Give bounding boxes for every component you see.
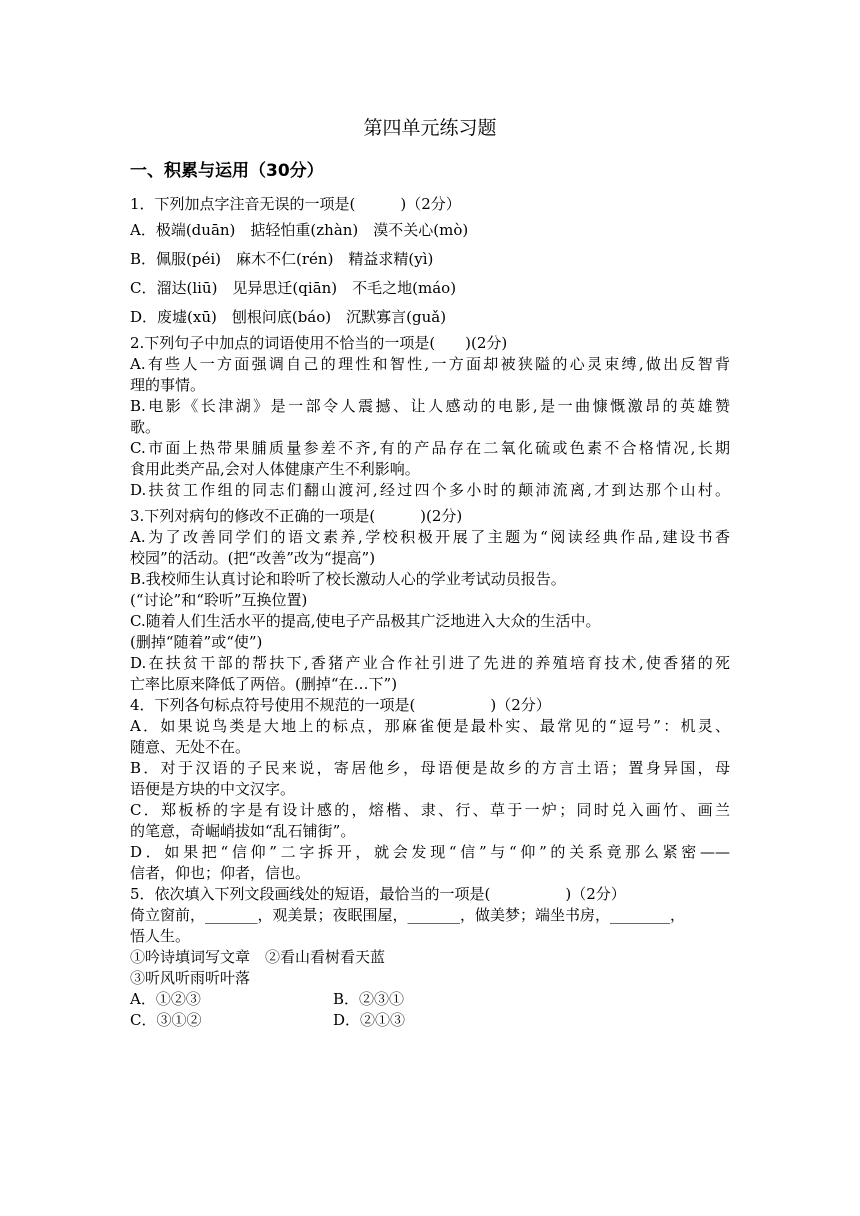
q5-options-row2 — [130, 1010, 730, 1031]
q3-option-a-line2: 校园”的活动。(把“改善”改为“提高”) — [130, 549, 376, 567]
q2-option-c-line1: C.市面上热带果脯质量参差不齐,有的产品存在二氧化硫或色素不合格情况,长期 — [130, 439, 730, 457]
q3-option-d-line1: D.在扶贫干部的帮扶下,香猪产业合作社引进了先进的养殖培育技术,使香猪的死 — [130, 654, 730, 672]
q5-options-row1 — [130, 989, 730, 1010]
q4-option-b-line1: B．对于汉语的子民来说，寄居他乡，母语便是故乡的方言土语；置身异国，母 — [130, 759, 730, 777]
q2-option-c-line2: 食用此类产品,会对人体健康产生不利影响。 — [130, 460, 420, 478]
q4-option-a-line1: A．如果说鸟类是大地上的标点，那麻雀便是最朴实、最常见的“逗号”：机灵、 — [130, 717, 730, 735]
q1-option-c: C．溜达(liū) 见异思迁(qiān) 不毛之地(máo) — [130, 279, 457, 297]
q2-option-b-line1: B.电影《长津湖》是一部令人震撼、让人感动的电影,是一曲慷慨激昂的英雄赞 — [130, 397, 730, 415]
page-title: 第四单元练习题 — [363, 117, 497, 139]
q3-stem: 3.下列对病句的修改不正确的一项是( )(2分) — [130, 507, 463, 525]
q5-option-a: A．①②③ — [130, 990, 201, 1008]
q4-option-d-line2: 信者，仰也；仰者，信也。 — [130, 864, 311, 882]
q3-option-a-line1: A.为了改善同学们的语文素养,学校积极开展了主题为“阅读经典作品,建设书香 — [130, 528, 730, 546]
q4-option-c-line1: C．郑板桥的字是有设计感的，熔楷、隶、行、草于一炉；同时兑入画竹、画兰 — [130, 801, 730, 819]
q5-option-d: D．②①③ — [333, 1011, 406, 1029]
q1-stem: 1．下列加点字注音无误的一项是( )（2分） — [130, 195, 461, 213]
q5-option-c: C．③①② — [130, 1011, 202, 1029]
q2-option-a-line1: A.有些人一方面强调自己的理性和智性,一方面却被狭隘的心灵束缚,做出反智背 — [130, 355, 730, 373]
q1-option-a: A．极端(duān) 掂轻怕重(zhàn) 漠不关心(mò) — [130, 221, 469, 239]
q3-option-c-line2: (删掉“随着”或“使”) — [130, 633, 263, 651]
q4-option-d-line1: D．如果把“信仰”二字拆开，就会发现“信”与“仰”的关系竟那么紧密—— — [130, 843, 730, 861]
q5-phrases-line2: ③听风听雨听叶落 — [130, 969, 251, 987]
q4-stem: 4．下列各句标点符号使用不规范的一项是( )（2分） — [130, 696, 551, 714]
q5-option-b: B．②③① — [333, 990, 405, 1008]
q5-stem: 5．依次填入下列文段画线处的短语，最恰当的一项是( )（2分） — [130, 885, 626, 903]
section-heading: 一、积累与运用（30分） — [130, 161, 324, 181]
q2-option-d: D.扶贫工作组的同志们翻山渡河,经过四个多小时的颠沛流离,才到达那个山村。 — [130, 481, 730, 499]
q2-option-b-line2: 歌。 — [130, 418, 161, 436]
q3-option-b-line2: (“讨论”和“聆听”互换位置) — [130, 591, 308, 609]
q1-option-b: B．佩服(péi) 麻木不仁(rén) 精益求精(yì) — [130, 250, 434, 268]
q4-option-b-line2: 语便是方块的中文汉字。 — [130, 780, 296, 798]
q3-option-b-line1: B.我校师生认真讨论和聆听了校长激动人心的学业考试动员报告。 — [130, 570, 566, 588]
q3-option-c-line1: C.随着人们生活水平的提高,使电子产品极其广泛地进入大众的生活中。 — [130, 612, 601, 630]
q5-phrases-line1: ①吟诗填词写文章 ②看山看树看天蓝 — [130, 948, 386, 966]
q4-option-a-line2: 随意、无处不在。 — [130, 738, 251, 756]
q4-option-c-line2: 的笔意，奇崛峭拔如“乱石铺街”。 — [130, 822, 356, 840]
q1-option-d: D．废墟(xū) 刨根问底(báo) 沉默寡言(guǎ) — [130, 308, 447, 326]
q5-passage-line1: 倚立窗前，_______，观美景；夜眠围屋，_______，做美梦；端坐书房，________， — [130, 906, 686, 924]
q2-option-a-line2: 理的事情。 — [130, 376, 206, 394]
q2-stem: 2.下列句子中加点的词语使用不恰当的一项是( )(2分) — [130, 334, 508, 352]
q3-option-d-line2: 亡率比原来降低了两倍。(删掉“在…下”) — [130, 675, 398, 693]
question-list — [130, 194, 730, 1031]
q5-passage-line2: 悟人生。 — [130, 927, 191, 945]
